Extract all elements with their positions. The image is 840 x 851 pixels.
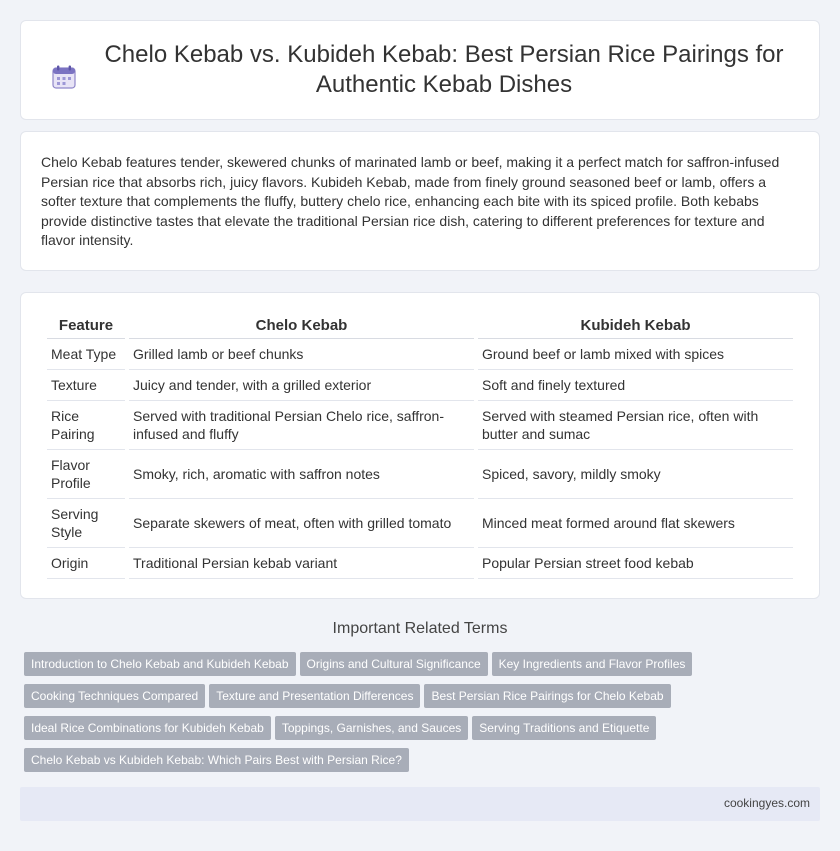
row-feature: Rice Pairing	[47, 401, 125, 450]
related-tag[interactable]: Origins and Cultural Significance	[300, 652, 488, 676]
header-chelo: Chelo Kebab	[129, 309, 474, 339]
row-kubideh: Minced meat formed around flat skewers	[478, 499, 793, 548]
related-tag[interactable]: Ideal Rice Combinations for Kubideh Kebab	[24, 716, 271, 740]
table-row	[47, 499, 793, 548]
row-feature: Texture	[47, 370, 125, 401]
row-chelo: Smoky, rich, aromatic with saffron notes	[129, 450, 474, 499]
header-kubideh: Kubideh Kebab	[478, 309, 793, 339]
table-row	[47, 401, 793, 450]
comparison-card	[20, 292, 820, 599]
row-chelo: Grilled lamb or beef chunks	[129, 339, 474, 370]
related-tag[interactable]: Toppings, Garnishes, and Sauces	[275, 716, 468, 740]
footer-site-link[interactable]: cookingyes.com	[723, 796, 810, 810]
row-chelo: Traditional Persian kebab variant	[129, 548, 474, 579]
intro-paragraph: Chelo Kebab features tender, skewered chunks of marinated lamb or beef, making it a perfect match for saffron-infused Persian rice that absorbs rich, juicy flavors. Kubideh Kebab, made from finely ground seasoned beef or lamb, offers a softer texture that complements the fluffy, buttery chelo rice, enhancing each bite with its spiced profile. Both kebabs provide distinctive tastes that elevate the traditional Persian rice dish, catering to different preferences for texture and flavor intensity.	[41, 154, 780, 249]
row-chelo: Served with traditional Persian Chelo rice, saffron-infused and fluffy	[129, 401, 474, 450]
table-header-row	[47, 309, 793, 339]
row-kubideh: Popular Persian street food kebab	[478, 548, 793, 579]
row-feature: Flavor Profile	[47, 450, 125, 499]
row-chelo: Separate skewers of meat, often with grilled tomato	[129, 499, 474, 548]
table-row	[47, 548, 793, 579]
row-kubideh: Ground beef or lamb mixed with spices	[478, 339, 793, 370]
related-tag[interactable]: Introduction to Chelo Kebab and Kubideh Kebab	[24, 652, 296, 676]
related-tags	[24, 652, 814, 780]
row-feature: Meat Type	[47, 339, 125, 370]
row-kubideh: Served with steamed Persian rice, often with butter and sumac	[478, 401, 793, 450]
row-kubideh: Spiced, savory, mildly smoky	[478, 450, 793, 499]
comparison-table	[43, 309, 797, 579]
intro-card	[20, 131, 820, 271]
related-tag[interactable]: Serving Traditions and Etiquette	[472, 716, 656, 740]
row-kubideh: Soft and finely textured	[478, 370, 793, 401]
related-tag[interactable]: Key Ingredients and Flavor Profiles	[492, 652, 693, 676]
table-row	[47, 339, 793, 370]
table-row	[47, 450, 793, 499]
title-card	[20, 20, 820, 120]
related-tag[interactable]: Chelo Kebab vs Kubideh Kebab: Which Pairs Best with Persian Rice?	[24, 748, 409, 772]
table-row	[47, 370, 793, 401]
footer	[20, 787, 820, 821]
related-tag[interactable]: Best Persian Rice Pairings for Chelo Kebab	[424, 684, 670, 708]
related-tag[interactable]: Cooking Techniques Compared	[24, 684, 205, 708]
related-terms-title: Important Related Terms	[332, 620, 508, 637]
related-tag[interactable]: Texture and Presentation Differences	[209, 684, 420, 708]
row-chelo: Juicy and tender, with a grilled exterior	[129, 370, 474, 401]
row-feature: Origin	[47, 548, 125, 579]
calendar-icon	[51, 64, 77, 90]
title-wrap	[51, 40, 789, 100]
header-feature: Feature	[47, 309, 125, 339]
page-title: Chelo Kebab vs. Kubideh Kebab: Best Persian Rice Pairings for Authentic Kebab Dishes	[104, 41, 784, 98]
row-feature: Serving Style	[47, 499, 125, 548]
